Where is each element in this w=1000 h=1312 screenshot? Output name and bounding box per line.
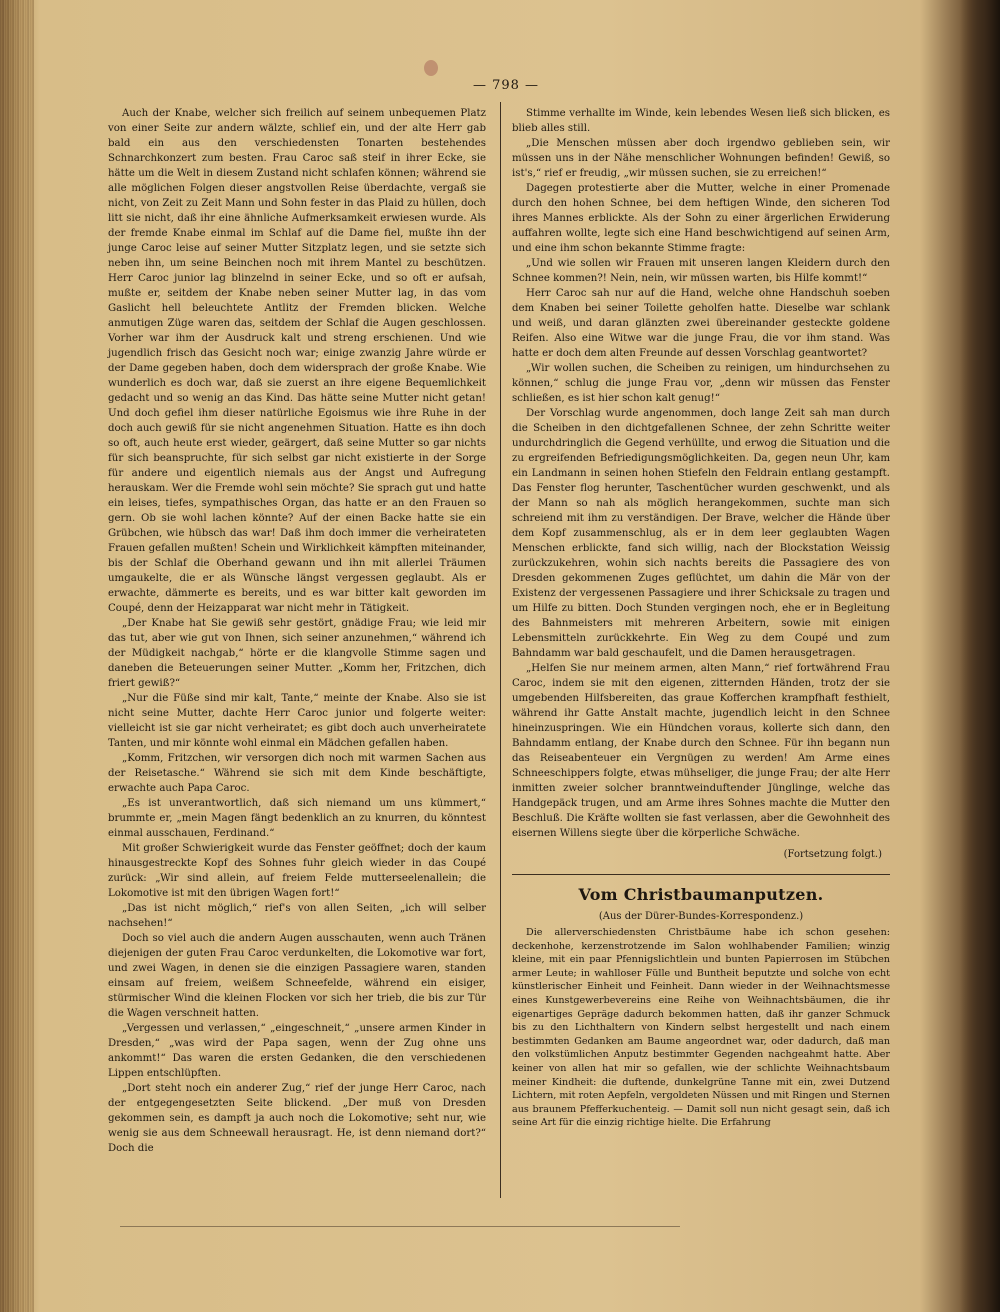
right-column — [512, 106, 890, 1130]
right-paragraph: „Die Menschen müssen aber doch irgendwo geblieben sein, wir müssen uns in der Nähe menschlicher Wohnungen befinden! Gewiß, so ist's,“ rief er freudig, „wir müssen suchen, sie zu erreichen!“ — [512, 138, 890, 179]
right-paragraph: Der Vorschlag wurde angenommen, doch lange Zeit sah man durch die Scheiben in den dichtgefallenen Schnee, der zehn Schritte weiter undurchdringlich die Gegend verhüllte, und erwog die Situation und die zu ergreifenden Befriedigungsmöglichkeiten. Da, gegen neun Uhr, kam ein Landmann in seinen hohen Stiefeln den Feldrain entlang gestampft. Das Fenster flog herunter, Taschentücher wurden geschwenkt, und als der Mann so nah als möglich herangekommen, suchte man sich schreiend mit ihm zu verständigen. Der Brave, welcher die Hände über dem Kopf zusammenschlug, als er in dem leer geglaubten Wagen Menschen erblickte, fand sich willig, nach der Blockstation Weissig zurückzukehren, wohin sich nachts bereits die Passagiere des von Dresden gekommenen Zuges geflüchtet, um dahin die Mär von der Existenz der vergessenen Passagiere und ihrer Schicksale zu tragen und um Hilfe zu bitten. Doch Stunden vergingen noch, ehe er in Begleitung des Bahnmeisters mit mehreren Arbeitern, sowie mit einigen Lebensmitteln zurückkehrte. Ein Weg zu dem Coupé und zum Bahndamm war bald geschaufelt, und die Damen herausgetragen. — [512, 408, 890, 659]
left-paragraph: „Das ist nicht möglich,“ rief's von allen Seiten, „ich will selber nachsehen!“ — [108, 903, 486, 929]
book-binding-edge — [0, 0, 34, 1312]
left-column — [108, 106, 486, 1156]
left-paragraph: „Vergessen und verlassen,“ „eingeschneit,“ „unsere armen Kinder in Dresden,“ „was wird der Papa sagen, wenn der Zug ohne uns ankommt!“ Das waren die ersten Gedanken, die den verschiedenen Lippen entschlüpften. — [108, 1023, 486, 1079]
page-right-shadow — [960, 0, 1000, 1312]
right-paragraph: Stimme verhallte im Winde, kein lebendes Wesen ließ sich blicken, es blieb alles still. — [512, 108, 890, 134]
left-paragraph: Auch der Knabe, welcher sich freilich auf seinem unbequemen Platz von einer Seite zur andern wälzte, schlief ein, und der alte Herr gab bald ein aus den verschiedensten Tonarten bestehendes Schnarchkonzert zum besten. Frau Caroc saß steif in ihrer Ecke, sie hätte um die Welt in diesem Zustand nicht schlafen können; während sie alle möglichen Folgen dieser angstvollen Reise überdachte, vergaß sie nicht, von Zeit zu Zeit Mann und Sohn fester in das Plaid zu hüllen, doch litt sie nicht, daß ihr eine ähnliche Aufmerksamkeit erwiesen wurde. Als der fremde Knabe einmal im Schlaf auf die Dame fiel, mußte ihn der junge Caroc leise auf seiner Mutter Sitzplatz legen, und sie setzte sich neben ihn, um seine Beinchen noch mit ihrem Mantel zu beschützen. Herr Caroc junior lag blinzelnd in seiner Ecke, und so oft er aufsah, mußte er, seitdem der Knabe neben seiner Mutter lag, in das vom Gaslicht hell beleuchtete Antlitz der Fremden blicken. Welche anmutigen Züge waren das, seitdem der Schlaf die Augen geschlossen. Vorher war ihm der Ausdruck kalt und streng erschienen. Und wie jugendlich frisch das Gesicht noch war; einige zwanzig Jahre würde er der Dame gegeben haben, doch dem widersprach der große Knabe. Wie wunderlich es doch war, daß sie zuerst an ihre eigene Bequemlichkeit gedacht und so wenig an das Kind. Das hätte seine Mutter nicht getan! Und doch gefiel ihm dieser natürliche Egoismus wie ihre Ruhe in der doch auch gewiß für sie nicht angenehmen Situation. Hatte es ihn doch so oft, auch heute erst wieder, geärgert, daß seine Mutter so gar nichts für sich beanspruchte, für sich selbst gar nicht existierte in der Sorge für andere und eigentlich niemals aus der Angst und Aufregung herauskam. Wer die Fremde wohl sein möchte? Sie sprach gut und hatte ein leises, tiefes, sympathisches Organ, das hatte er an den Frauen so gern. Ob sie wohl lachen könnte? Auf der einen Backe hatte sie ein Grübchen, wie hübsch das war! Daß ihm doch immer die verheirateten Frauen gefallen mußten! Schein und Wirklichkeit kämpften miteinander, bis der Schlaf die Oberhand gewann und ihn mit allerlei Träumen umgaukelte, die er als Wünsche längst vergessen geglaubt. Als er erwachte, dämmerte es bereits, und es war bitter kalt geworden im Coupé, denn der Heizapparat war nicht mehr in Tätigkeit. — [108, 108, 486, 614]
right-paragraph: „Helfen Sie nur meinem armen, alten Mann,“ rief fortwährend Frau Caroc, indem sie mit den eigenen, zitternden Händen, trotz der sie umgebenden Hilfsbereiten, das graue Kofferchen krampfhaft festhielt, während ihr Gatte Anstalt machte, jugendlich leicht in den Schnee hineinzuspringen. Wie ein Hündchen voraus, kollerte sich dann, den Bahndamm entlang, der Knabe durch den Schnee. Für ihn begann nun das Reiseabenteuer ein Vergnügen zu werden! Am Arme eines Schneeschippers folgte, etwas mühseliger, die junge Frau; der alte Herr inmitten zweier solcher branntweinduftender Jünglinge, welche das Handgepäck trugen, und am Arme ihres Sohnes machte die Mutter den Beschluß. Die Kräfte wollten sie fast verlassen, aber die Gewohnheit des eisernen Willens siegte über die körperliche Schwäche. — [512, 663, 890, 839]
left-paragraph: „Komm, Fritzchen, wir versorgen dich noch mit warmen Sachen aus der Reisetasche.“ Während sie sich mit dem Kinde beschäftigte, erwachte auch Papa Caroc. — [108, 753, 486, 794]
right-paragraph: „Und wie sollen wir Frauen mit unseren langen Kleidern durch den Schnee kommen?! Nein, nein, wir müssen warten, bis Hilfe kommt!“ — [512, 258, 890, 284]
left-paragraph: Mit großer Schwierigkeit wurde das Fenster geöffnet; doch der kaum hinausgestreckte Kopf des Sohnes fuhr gleich wieder in das Coupé zurück: „Wir sind allein, auf freiem Felde mutterseelenallein; die Lokomotive ist mit den übrigen Wagen fort!“ — [108, 843, 486, 899]
article-source: (Aus der Dürer-Bundes-Korrespondenz.) — [598, 911, 804, 922]
right-paragraph: Herr Caroc sah nur auf die Hand, welche ohne Handschuh soeben dem Knaben bei seiner Toilette geholfen hatte. Dieselbe war schlank und weiß, und daran glänzten zwei übereinander gesteckte goldene Reifen. Also eine Witwe war die junge Frau, die vor ihm stand. Was hatte er doch dem alten Freunde auf dessen Vorschlag geantwortet? — [512, 288, 890, 359]
article-title: Vom Christbaumanputzen. — [578, 885, 824, 904]
left-paragraph: „Dort steht noch ein anderer Zug,“ rief der junge Herr Caroc, nach der entgegengesetzten Seite blickend. „Der muß von Dresden gekommen sein, es dampft ja auch noch die Lokomotive; seht nur, wie wenig sie aus dem Schneewall herausragt. He, ist denn niemand dort?“ Doch die — [108, 1083, 486, 1154]
ink-stain — [424, 60, 438, 76]
left-paragraph: „Es ist unverantwortlich, daß sich niemand um uns kümmert,“ brummte er, „mein Magen fängt bedenklich an zu knurren, du könntest einmal ausschauen, Ferdinand.“ — [108, 798, 486, 839]
left-paragraph: „Der Knabe hat Sie gewiß sehr gestört, gnädige Frau; wie leid mir das tut, aber wie gut von Ihnen, sich seiner anzunehmen,“ während ich der Müdigkeit nachgab,“ hörte er die klangvolle Stimme sagen und daneben die Beteuerungen seiner Mutter. „Komm her, Fritzchen, dich friert gewiß?“ — [108, 618, 486, 689]
left-paragraph: Doch so viel auch die andern Augen ausschauten, wenn auch Tränen diejenigen der guten Frau Caroc verdunkelten, die Lokomotive war fort, und zwei Wagen, in denen sie die einzigen Passagiere waren, standen einsam auf freiem, weißem Schneefelde, während ein eisiger, stürmischer Wind die kleinen Flocken vor sich her trieb, die bis zur Tür die Wagen verschneit hatten. — [108, 933, 486, 1019]
right-paragraph: „Wir wollen suchen, die Scheiben zu reinigen, um hindurchsehen zu können,“ schlug die junge Frau vor, „denn wir müssen das Fenster schließen, es ist hier schon kalt genug!“ — [512, 363, 890, 404]
page-number: — 798 — — [472, 78, 540, 93]
article-separator — [512, 874, 890, 875]
newspaper-page — [108, 68, 904, 1238]
right-paragraph: Dagegen protestierte aber die Mutter, welche in einer Promenade durch den hohen Schnee, bei dem heftigen Winde, den sicheren Tod ihres Mannes erblickte. Als der Sohn zu einer ärgerlichen Erwiderung auffahren wollte, legte sich eine Hand beschwichtigend auf seinen Arm, und eine ihm schon bekannte Stimme fragte: — [512, 183, 890, 254]
article-paragraph: Die allerverschiedensten Christbäume habe ich schon gesehen: deckenhohe, kerzenstrotzende im Salon wohlhabender Familien; winzig kleine, mit ein paar Pfennigslichtlein und bunten Papierrosen im Stübchen armer Leute; in wahlloser Fülle und Buntheit beputzte und solche von echt künstlerischer Einheit und Feinheit. Dann wieder in der Weihnachtsmesse eines Kunstgewerbevereins eine Reihe von Weihnachtsbäumen, die ihr eigenartiges Gepräge dadurch bekommen hatten, daß ihr ganzer Schmuck bis zu den Lichthaltern von Kindern selbst hergestellt und nach einem bestimmten Gedanken am Baume angeordnet war, oder dadurch, daß man den volkstümlichen Anputz bestimmter Gegenden nachgeahmt hatte. Aber keiner von allen hat mir so gefallen, wie der schlichte Weihnachtsbaum meiner Kindheit: die duftende, dunkelgrüne Tanne mit ein, zwei Dutzend Lichtern, mit roten Aepfeln, vergoldeten Nüssen und mit Ringen und Sternen aus braunem Pfefferkuchenteig. — Damit soll nun nicht gesagt sein, daß ich seine Art für die einzig richtige hielte. Die Erfahrung — [512, 927, 890, 1129]
article-body — [512, 926, 890, 1130]
column-divider — [500, 102, 501, 1198]
continued-note: (Fortsetzung folgt.) — [783, 849, 882, 860]
left-paragraph: „Nur die Füße sind mir kalt, Tante,“ meinte der Knabe. Also sie ist nicht seine Mutter, dachte Herr Caroc junior und folgerte weiter: vielleicht ist sie gar nicht verheiratet; es gibt doch auch unverheiratete Tanten, und mir könnte wohl einmal ein Mädchen gefallen haben. — [108, 693, 486, 749]
bottom-rule — [120, 1226, 680, 1227]
